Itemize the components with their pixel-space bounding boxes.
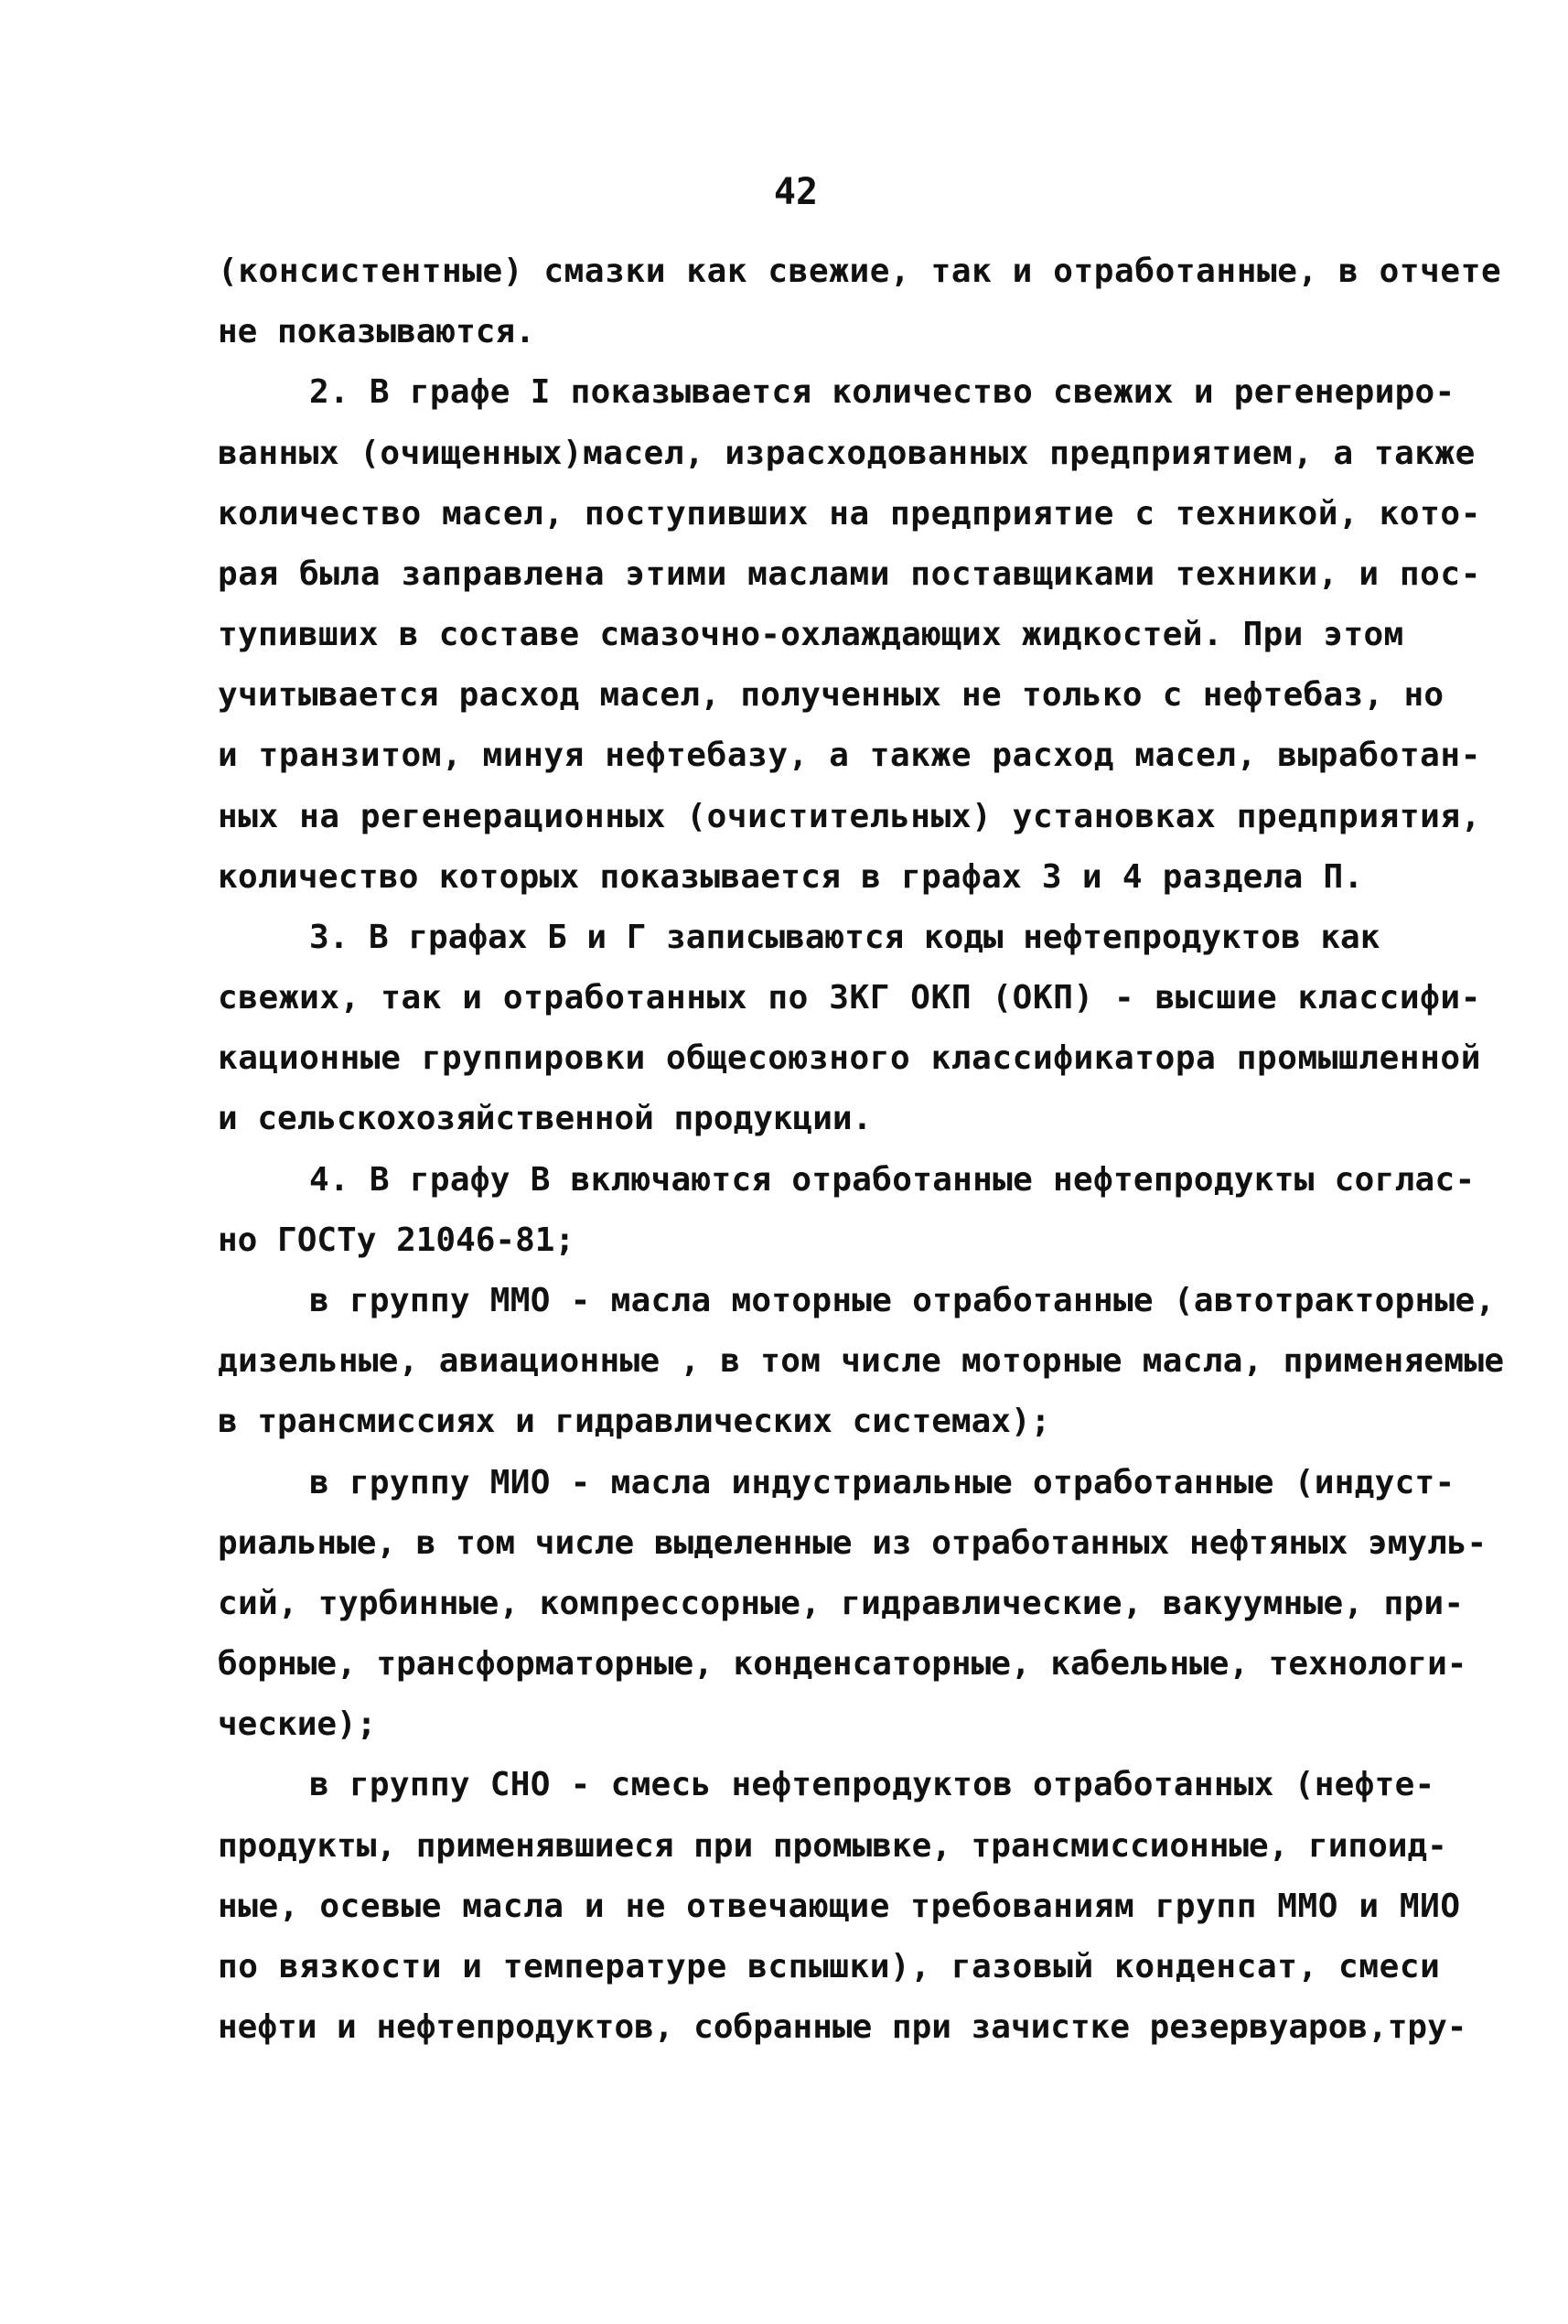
text-line: сий, турбинные, компрессорные, гидравлические, вакуумные, при-	[218, 1585, 1465, 1622]
text-line: по вязкости и температуре вспышки), газовый конденсат, смеси	[218, 1948, 1441, 1985]
text-line: учитывается расход масел, полученных не только с нефтебаз, но	[218, 676, 1444, 714]
text-line: (консистентные) смазки как свежие, так и отработанные, в отчете	[218, 253, 1502, 290]
text-line: и сельскохозяйственной продукции.	[218, 1100, 873, 1137]
text-line: рая была заправлена этими маслами поставщиками техники, и пос-	[218, 555, 1481, 593]
text-line: ческие);	[218, 1705, 377, 1743]
page-number: 42	[773, 171, 819, 213]
text-line: борные, трансформаторные, конденсаторные, кабельные, технологи-	[218, 1645, 1467, 1683]
text-line: в группу МИО - масла индустриальные отработанные (индуст-	[309, 1464, 1455, 1501]
text-line: но ГОСТу 21046-81;	[218, 1221, 575, 1259]
text-line: в группу СНО - смесь нефтепродуктов отработанных (нефте-	[309, 1766, 1435, 1803]
text-line: продукты, применявшиеся при промывке, трансмиссионные, гипоид-	[218, 1827, 1447, 1865]
text-line: ные, осевые масла и не отвечающие требованиям групп ММО и МИО	[218, 1888, 1461, 1925]
text-line: 4. В графу В включаются отработанные нефтепродукты соглас-	[309, 1161, 1476, 1199]
text-line: дизельные, авиационные , в том числе моторные масла, применяемые	[218, 1342, 1505, 1380]
text-line: количество которых показывается в графах 3 и 4 раздела П.	[218, 858, 1364, 896]
text-line: 3. В графах Б и Г записываются коды нефтепродуктов как	[309, 919, 1380, 956]
text-line: тупивших в составе смазочно-охлаждающих жидкостей. При этом	[218, 616, 1404, 653]
text-line: в трансмиссиях и гидравлических системах);	[218, 1403, 1051, 1440]
text-line: ных на регенерационных (очистительных) установках предприятия,	[218, 798, 1481, 835]
text-line: не показываются.	[218, 313, 535, 350]
text-line: свежих, так и отработанных по ЗКГ ОКП (ОКП) - высшие классифи-	[218, 979, 1481, 1017]
text-line: и транзитом, минуя нефтебазу, а также расход масел, выработан-	[218, 737, 1481, 774]
text-line: риальные, в том числе выделенные из отработанных нефтяных эмуль-	[218, 1524, 1487, 1562]
text-line: количество масел, поступивших на предприятие с техникой, кото-	[218, 495, 1481, 533]
text-line: в группу ММО - масла моторные отработанные (автотракторные,	[309, 1282, 1496, 1319]
text-line: 2. В графе I показывается количество свежих и регенериро-	[309, 373, 1455, 411]
text-line: нефти и нефтепродуктов, собранные при зачистке резервуаров,тру-	[218, 2008, 1467, 2046]
text-line: кационные группировки общесоюзного классификатора промышленной	[218, 1039, 1481, 1077]
text-line: ванных (очищенных)масел, израсходованных предприятием, а также	[218, 435, 1476, 472]
